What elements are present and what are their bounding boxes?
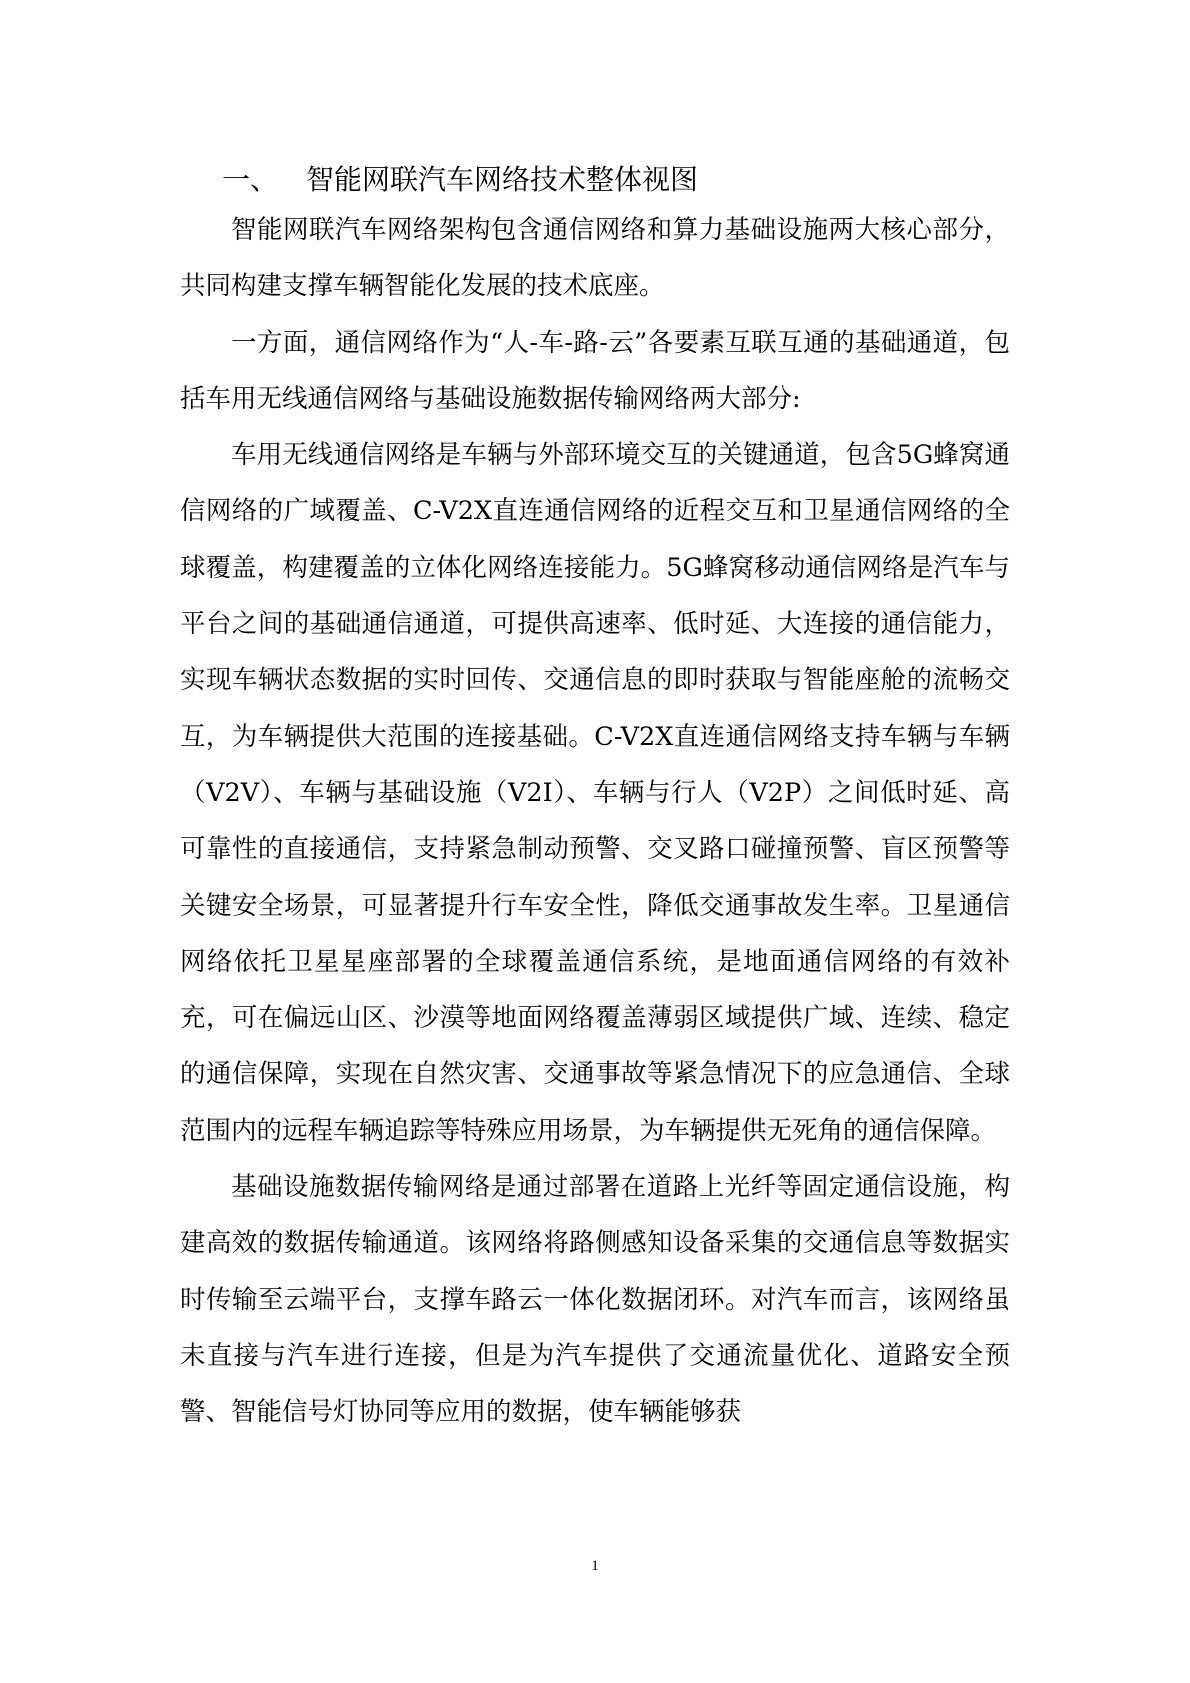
section-heading bbox=[222, 158, 698, 198]
paragraph: 基础设施数据传输网络是通过部署在道路上光纤等固定通信设施，构建高效的数据传输通道。该网络将路侧感知设备采集的交通信息等数据实时传输至云端平台，支撑车路云一体化数据闭环。对汽车而言，该网络虽未直接与汽车进行连接，但是为汽车提供了交通流量优化、道路安全预警、智能信号灯协同等应用的数据，使车辆能够获 bbox=[180, 1172, 1010, 1428]
paragraph: 智能网联汽车网络架构包含通信网络和算力基础设施两大核心部分，共同构建支撑车辆智能化发展的技术底座。 bbox=[180, 215, 1010, 302]
section-title: 智能网联汽车网络技术整体视图 bbox=[306, 163, 699, 196]
section-number: 一、 bbox=[222, 163, 279, 196]
body-text bbox=[180, 202, 1010, 1441]
paragraph: 车用无线通信网络是车辆与外部环境交互的关键通道，包含5G蜂窝通信网络的广域覆盖、C-V2X直连通信网络的近程交互和卫星通信网络的全球覆盖，构建覆盖的立体化网络连接能力。5G蜂窝移动通信网络是汽车与平台之间的基础通信通道，可提供高速率、低时延、大连接的通信能力，实现车辆状态数据的实时回传、交通信息的即时获取与智能座舱的流畅交互，为车辆提供大范围的连接基础。C-V2X直连通信网络支持车辆与车辆（V2V）、车辆与基础设施（V2I）、车辆与行人（V2P）之间低时延、高可靠性的直接通信，支持紧急制动预警、交叉路口碰撞预警、盲区预警等关键安全场景，可显著提升行车安全性，降低交通事故发生率。卫星通信网络依托卫星星座部署的全球覆盖通信系统，是地面通信网络的有效补充，可在偏远山区、沙漠等地面网络覆盖薄弱区域提供广域、连续、稳定的通信保障，实现在自然灾害、交通事故等紧急情况下的应急通信、全球范围内的远程车辆追踪等特殊应用场景，为车辆提供无死角的通信保障。 bbox=[180, 440, 1010, 1146]
paragraph: 一方面，通信网络作为“人-车-路-云”各要素互联互通的基础通道，包括车用无线通信网络与基础设施数据传输网络两大部分: bbox=[180, 327, 1010, 414]
page-number: 1 bbox=[591, 1558, 599, 1574]
